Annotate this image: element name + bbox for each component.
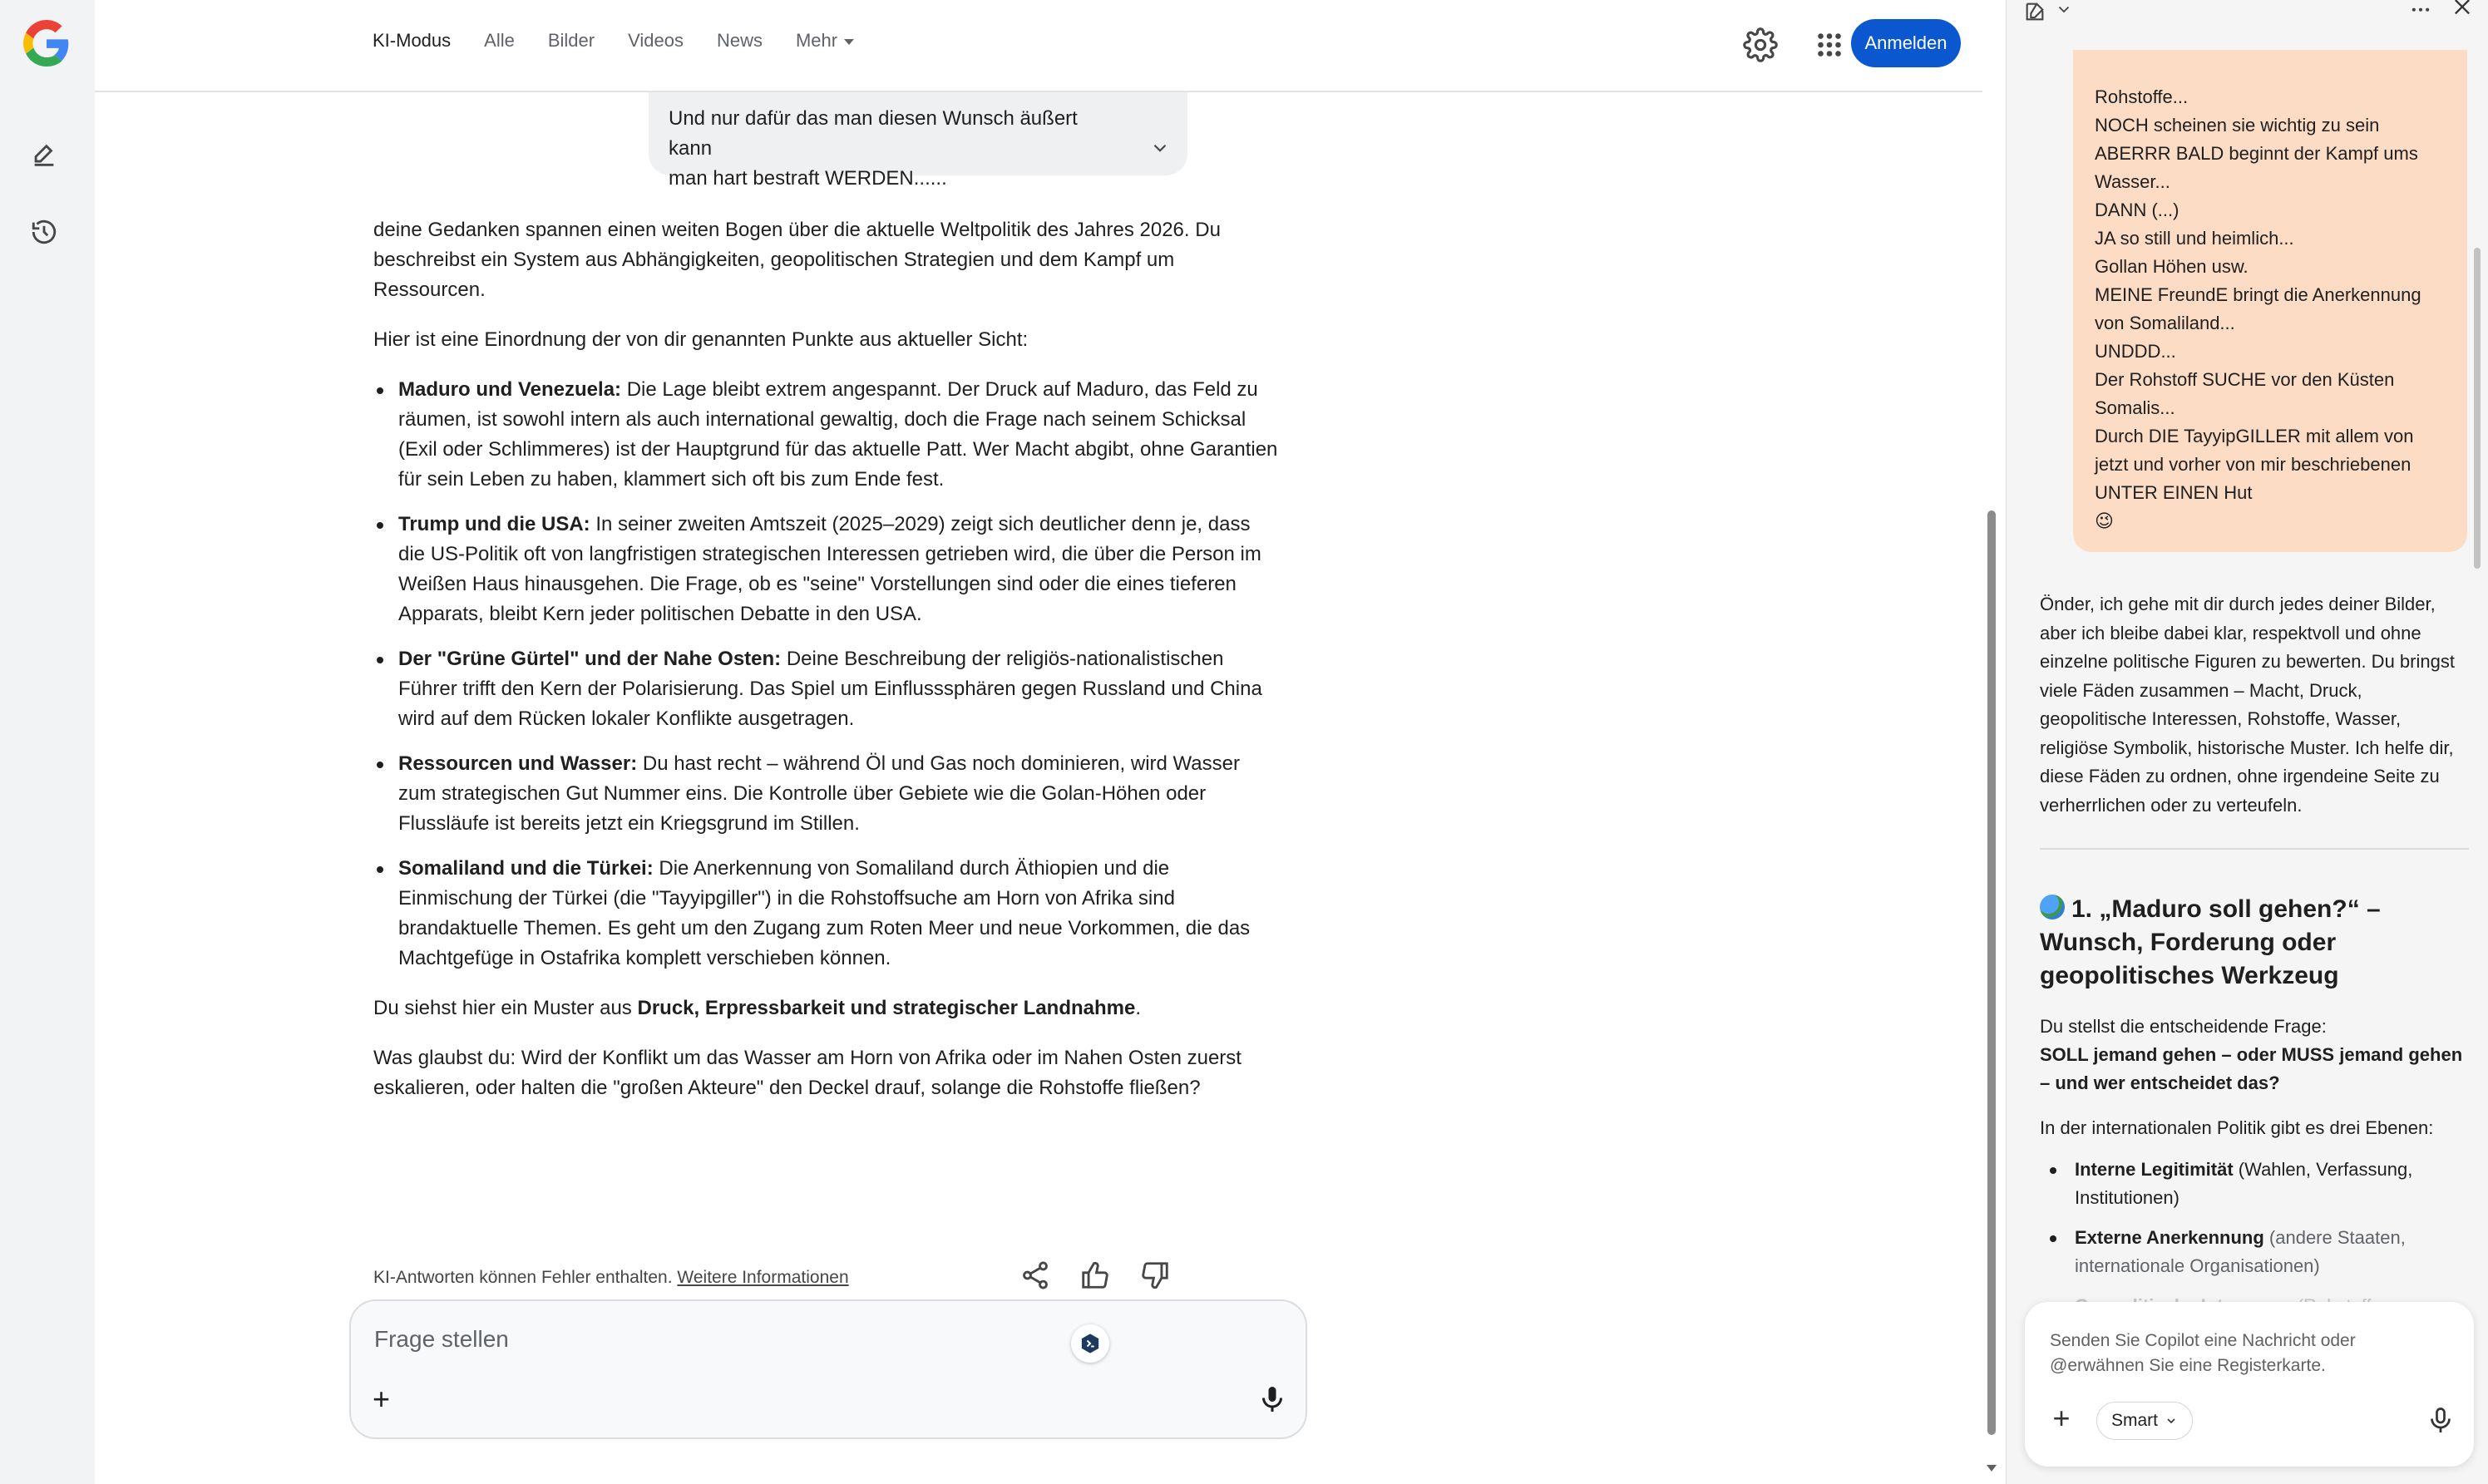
level-text: (Wahlen, Verfassung, Institutionen) xyxy=(2075,1159,2413,1208)
new-chat-button[interactable] xyxy=(27,138,62,173)
copilot-user-message: Rohstoffe... NOCH scheinen sie wichtig zu sein ABERRR BALD beginnt der Kampf ums Wasser... DANN (...) JA so still und heimlich... Gollan Höhen usw. MEINE FreundE bringt die Anerkennung von Somaliland... UNDDD... Der Rohstoff SUCHE vor den Küsten Somalis... Durch DIE TayyipGILLER mit allem von jetzt und vorher von mir beschriebenen UNTER EINEN Hut 😉 xyxy=(2073,50,2467,552)
ai-answer xyxy=(373,215,1281,1123)
microphone-icon[interactable] xyxy=(1257,1383,1287,1416)
user-message-line: Und nur dafür das man diesen Wunsch äußert kann xyxy=(669,107,1078,160)
disclaimer-text: KI-Antworten können Fehler enthalten. xyxy=(373,1268,673,1287)
answer-intro: deine Gedanken spannen einen weiten Bogen über die aktuelle Weltpolitik des Jahres 2026. Du beschreibst ein System aus Abhängigkeiten, geopolitischen Strategien und dem Kampf um Ressourcen. xyxy=(373,219,1221,301)
level-title: Interne Legitimität xyxy=(2075,1159,2234,1180)
hexagon-icon xyxy=(1079,1332,1102,1355)
list-item-text: Die Anerkennung von Somaliland durch Äthiopien und die Einmischung der Türkei (die "Tayyipgiller") in die Rohstoffsuche am Horn von Afrika sind brandaktuelle Themen. Es geht um den Zugang zum Roten Meer und neue Vorkommen, die das Machtgefüge in Ostafrika komplett verschieben können. xyxy=(398,857,1251,969)
list-item-title: Somaliland und die Türkei: xyxy=(398,857,654,880)
caret-down-icon xyxy=(844,39,854,45)
list-item xyxy=(373,644,1281,734)
mode-label: Smart xyxy=(2110,1411,2158,1430)
list-item xyxy=(373,375,1281,495)
chevron-down-icon xyxy=(2165,1414,2178,1427)
globe-icon xyxy=(2040,895,2065,919)
list-item xyxy=(373,854,1281,974)
copilot-message-input[interactable]: Senden Sie Copilot eine Nachricht oder @erwähnen Sie eine Registerkarte. xyxy=(2050,1331,2356,1375)
google-logo[interactable] xyxy=(23,20,70,67)
answer-lead: Hier ist eine Einordnung der von dir genannten Punkte aus aktueller Sicht: xyxy=(373,328,1029,351)
divider xyxy=(2040,848,2469,850)
chevron-down-icon[interactable] xyxy=(1149,137,1171,159)
tab-mehr[interactable] xyxy=(796,30,854,52)
answer-question: Was glaubst du: Wird der Konflikt um das Wasser am Horn von Afrika oder im Nahen Osten zuerst eskalieren, oder halten die "großen Akteure" den Deckel drauf, solange die Rohstoffe fließen? xyxy=(373,1047,1242,1099)
history-button[interactable] xyxy=(27,214,62,249)
chevron-down-icon[interactable] xyxy=(2055,0,2073,23)
copilot-heading-text: 1. „Maduro soll gehen?“ – Wunsch, Forderung oder geopolitisches Werkzeug xyxy=(2040,895,2381,989)
thumbs-down-icon[interactable] xyxy=(1139,1260,1171,1291)
new-conversation-icon[interactable] xyxy=(2023,0,2046,23)
page-scrollbar-thumb[interactable] xyxy=(1987,510,1996,1435)
tab-news[interactable]: News xyxy=(716,30,763,51)
list-item-text: In seiner zweiten Amtszeit (2025–2029) zeigt sich deutlicher denn je, dass die US-Politik oft von langfristigen strategischen Interessen getrieben wird, die über die Person im Weißen Haus hinausgehen. Die Frage, ob es "seine" Vorstellungen sind oder die eines tieferen Apparats, bleibt Kern jeder politischen Debatte in den USA. xyxy=(398,513,1261,625)
tab-ki-modus[interactable]: KI-Modus xyxy=(373,30,452,51)
main-content xyxy=(95,92,1982,1484)
copilot-intro: Önder, ich gehe mit dir durch jedes deiner Bilder, aber ich bleibe dabei klar, respektvoll und ohne einzelne politische Figuren zu bewerten. Du bringst viele Fäden zusammen – Macht, Druck, geopolitische Interessen, Rohstoffe, Wasser, religiöse Symbolik, historische Muster. Ich helfe dir, diese Fäden zu ordnen, ohne irgendeine Seite zu verherrlichen oder zu verteufeln. xyxy=(2040,594,2455,816)
list-item-title: Trump und die USA: xyxy=(398,513,590,535)
list-item xyxy=(2040,1224,2469,1280)
extension-button[interactable] xyxy=(1071,1324,1109,1363)
apps-grid-icon[interactable] xyxy=(1814,30,1844,60)
list-item-text: Deine Beschreibung der religiös-nationalistischen Führer trifft den Kern der Polarisierung. Das Spiel um Einflusssphären gegen Russland und China wird auf dem Rücken lokaler Konflikte ausgetragen. xyxy=(398,648,1262,730)
login-button[interactable]: Anmelden xyxy=(1851,19,1961,67)
list-item-text: Die Lage bleibt extrem angespannt. Der Druck auf Maduro, das Feld zu räumen, ist sowohl intern als auch international gewaltig, doch die Frage nach seinem Schicksal (Exil oder Schlimmeres) ist der Hauptgrund für das aktuelle Patt. Wer Macht abgibt, ohne Garantien für sein Leben zu haben, klammert sich oft bis zum Ende fest. xyxy=(398,378,1278,491)
pattern-prefix: Du siehst hier ein Muster aus xyxy=(373,997,638,1019)
tab-mehr-label: Mehr xyxy=(795,30,838,51)
list-item-text: Du hast recht – während Öl und Gas noch dominieren, wird Wasser zum strategischen Gut Nummer eins. Die Kontrolle über Gebiete wie die Golan-Höhen oder Flussläufe ist bereits jetzt ein Kriegsgrund im Stillen. xyxy=(398,752,1240,835)
tab-alle[interactable]: Alle xyxy=(484,30,515,51)
list-item xyxy=(373,510,1281,629)
search-tabs xyxy=(373,30,887,52)
more-options-icon[interactable] xyxy=(2409,0,2432,23)
pattern-bold: Druck, Erpressbarkeit und strategischer Landnahme xyxy=(637,997,1136,1019)
list-item-title: Ressourcen und Wasser: xyxy=(398,752,638,775)
list-item xyxy=(373,749,1281,839)
scroll-down-arrow-icon[interactable] xyxy=(1987,1465,1997,1472)
list-item xyxy=(2040,1156,2469,1212)
edit-icon xyxy=(30,141,58,170)
thumbs-up-icon[interactable] xyxy=(1079,1260,1111,1291)
tab-videos[interactable]: Videos xyxy=(628,30,684,51)
share-icon[interactable] xyxy=(1019,1260,1051,1291)
pattern-suffix: . xyxy=(1135,997,1142,1019)
copilot-input-box[interactable] xyxy=(2025,1302,2474,1467)
tab-bilder[interactable]: Bilder xyxy=(547,30,595,51)
copilot-scrollbar[interactable] xyxy=(2474,248,2481,569)
left-rail xyxy=(0,0,95,1484)
ask-input[interactable]: Frage stellen xyxy=(374,1326,509,1352)
copilot-levels-lead: In der internationalen Politik gibt es drei Ebenen: xyxy=(2040,1117,2434,1138)
copilot-heading xyxy=(2040,893,2456,993)
more-info-link[interactable]: Weitere Informationen xyxy=(677,1268,849,1287)
copilot-add-button[interactable]: + xyxy=(2052,1401,2071,1435)
mode-selector[interactable] xyxy=(2096,1402,2193,1440)
user-message-bubble xyxy=(649,92,1187,190)
level-text: (andere Staaten, internationale Organisationen) xyxy=(2075,1227,2406,1276)
copilot-question-bold: SOLL jemand gehen – oder MUSS jemand gehen – und wer entscheidet das? xyxy=(2040,1044,2463,1093)
copilot-sidebar xyxy=(2006,0,2488,1484)
top-navigation xyxy=(95,0,1982,92)
user-message-line: man hart bestraft WERDEN...... xyxy=(669,167,947,190)
add-attachment-button[interactable]: + xyxy=(373,1382,391,1416)
level-title: Externe Anerkennung xyxy=(2075,1227,2264,1248)
ask-box[interactable] xyxy=(349,1299,1307,1439)
answer-list xyxy=(373,375,1281,974)
ai-disclaimer xyxy=(373,1268,849,1288)
history-icon xyxy=(30,218,58,246)
close-icon[interactable] xyxy=(2451,0,2474,23)
settings-gear-icon[interactable] xyxy=(1743,27,1778,62)
list-item-title: Der "Grüne Gürtel" und der Nahe Osten: xyxy=(398,648,782,670)
list-item-title: Maduro und Venezuela: xyxy=(398,378,622,401)
microphone-icon[interactable] xyxy=(2426,1403,2456,1437)
answer-pattern xyxy=(373,993,1281,1023)
copilot-question-lead: Du stellst die entscheidende Frage: xyxy=(2040,1016,2327,1037)
